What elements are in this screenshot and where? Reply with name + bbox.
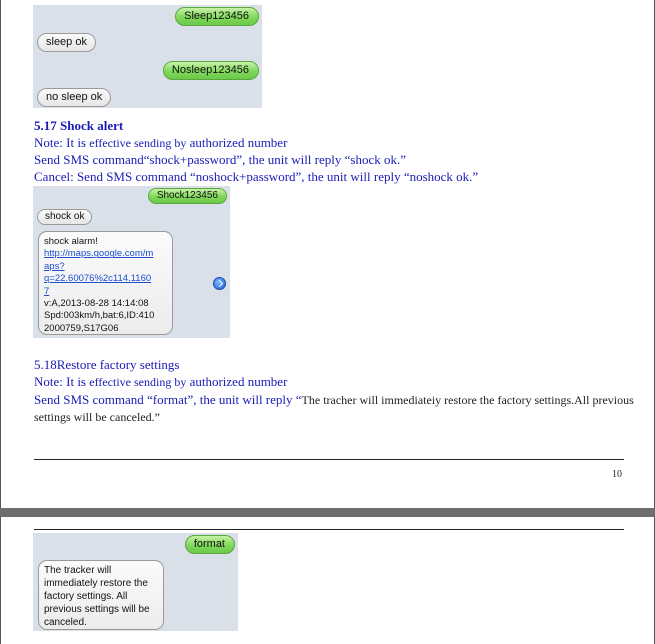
section-heading-5-17 <box>34 118 123 134</box>
page-separator <box>0 508 655 517</box>
received-message-bubble: sleep ok <box>37 33 96 52</box>
alarm-map-link[interactable] <box>44 248 167 298</box>
note-small-text: effective sending by <box>89 136 187 150</box>
format-reply-text: The tracher will immediateiy restore the factory settings.All previous <box>301 393 634 407</box>
note-prefix: Note: It is <box>34 374 90 389</box>
alarm-detail-line: Spd:003km/h,bat:6,ID:410 <box>44 310 155 322</box>
format-command-line <box>34 392 634 408</box>
sent-message-bubble: Sleep123456 <box>175 7 259 26</box>
received-message-bubble <box>38 560 164 630</box>
cancel-command-line: Cancel: Send SMS command “noshock+password”, the unit will reply “noshock ok.” <box>34 169 479 184</box>
note-small-text: effective sending by <box>89 375 187 389</box>
reply-line: factory settings. All <box>44 591 128 602</box>
document-page-11 <box>0 517 655 644</box>
note-prefix: Note: It is <box>34 135 90 150</box>
reply-line: immediately restore the <box>44 578 148 589</box>
note-suffix: authorized number <box>186 135 288 150</box>
received-message-bubble: shock ok <box>37 209 92 225</box>
format-reply-continuation: settings will be canceled.” <box>34 410 160 424</box>
format-command-prefix: Send SMS command “format”, the unit will reply “ <box>34 392 302 407</box>
page-number: 10 <box>612 469 622 480</box>
section-number: 5.17 <box>34 118 60 133</box>
reply-line: The tracker will <box>44 565 112 576</box>
received-message-bubble: no sleep ok <box>37 88 111 107</box>
reply-line: previous settings will be <box>44 604 150 615</box>
map-link-line[interactable]: 7 <box>44 285 50 297</box>
sent-message-bubble: format <box>185 535 235 554</box>
header-rule <box>34 529 624 530</box>
map-link-line[interactable]: q=22.60076%2c114.1160 <box>44 273 152 285</box>
sent-message-bubble: Nosleep123456 <box>163 61 259 80</box>
alarm-detail-line: 2000759,S17G06 <box>44 322 119 334</box>
section-heading-5-18: 5.18Restore factory settings <box>34 357 180 372</box>
sms-screenshot-shock <box>33 186 230 338</box>
note-suffix: authorized number <box>186 374 288 389</box>
section-title: Shock alert <box>60 118 124 133</box>
map-link-line[interactable]: http://maps.google.com/m <box>44 248 154 260</box>
footer-rule <box>34 459 624 460</box>
reply-line: canceled. <box>44 617 87 628</box>
sent-message-bubble: Shock123456 <box>148 188 227 204</box>
received-alarm-bubble <box>38 231 173 335</box>
send-command-line: Send SMS command“shock+password”, the unit will reply “shock ok.” <box>34 152 406 167</box>
map-link-line[interactable]: aps? <box>44 260 65 272</box>
sms-screenshot-format <box>33 533 238 631</box>
disclosure-arrow-icon[interactable] <box>213 277 226 290</box>
note-line <box>34 135 287 151</box>
sms-screenshot-sleep <box>33 5 262 108</box>
note-line <box>34 374 287 390</box>
alarm-detail-line: v:A,2013-08-28 14:14:08 <box>44 298 149 310</box>
alarm-title: shock alarm! <box>44 236 98 247</box>
